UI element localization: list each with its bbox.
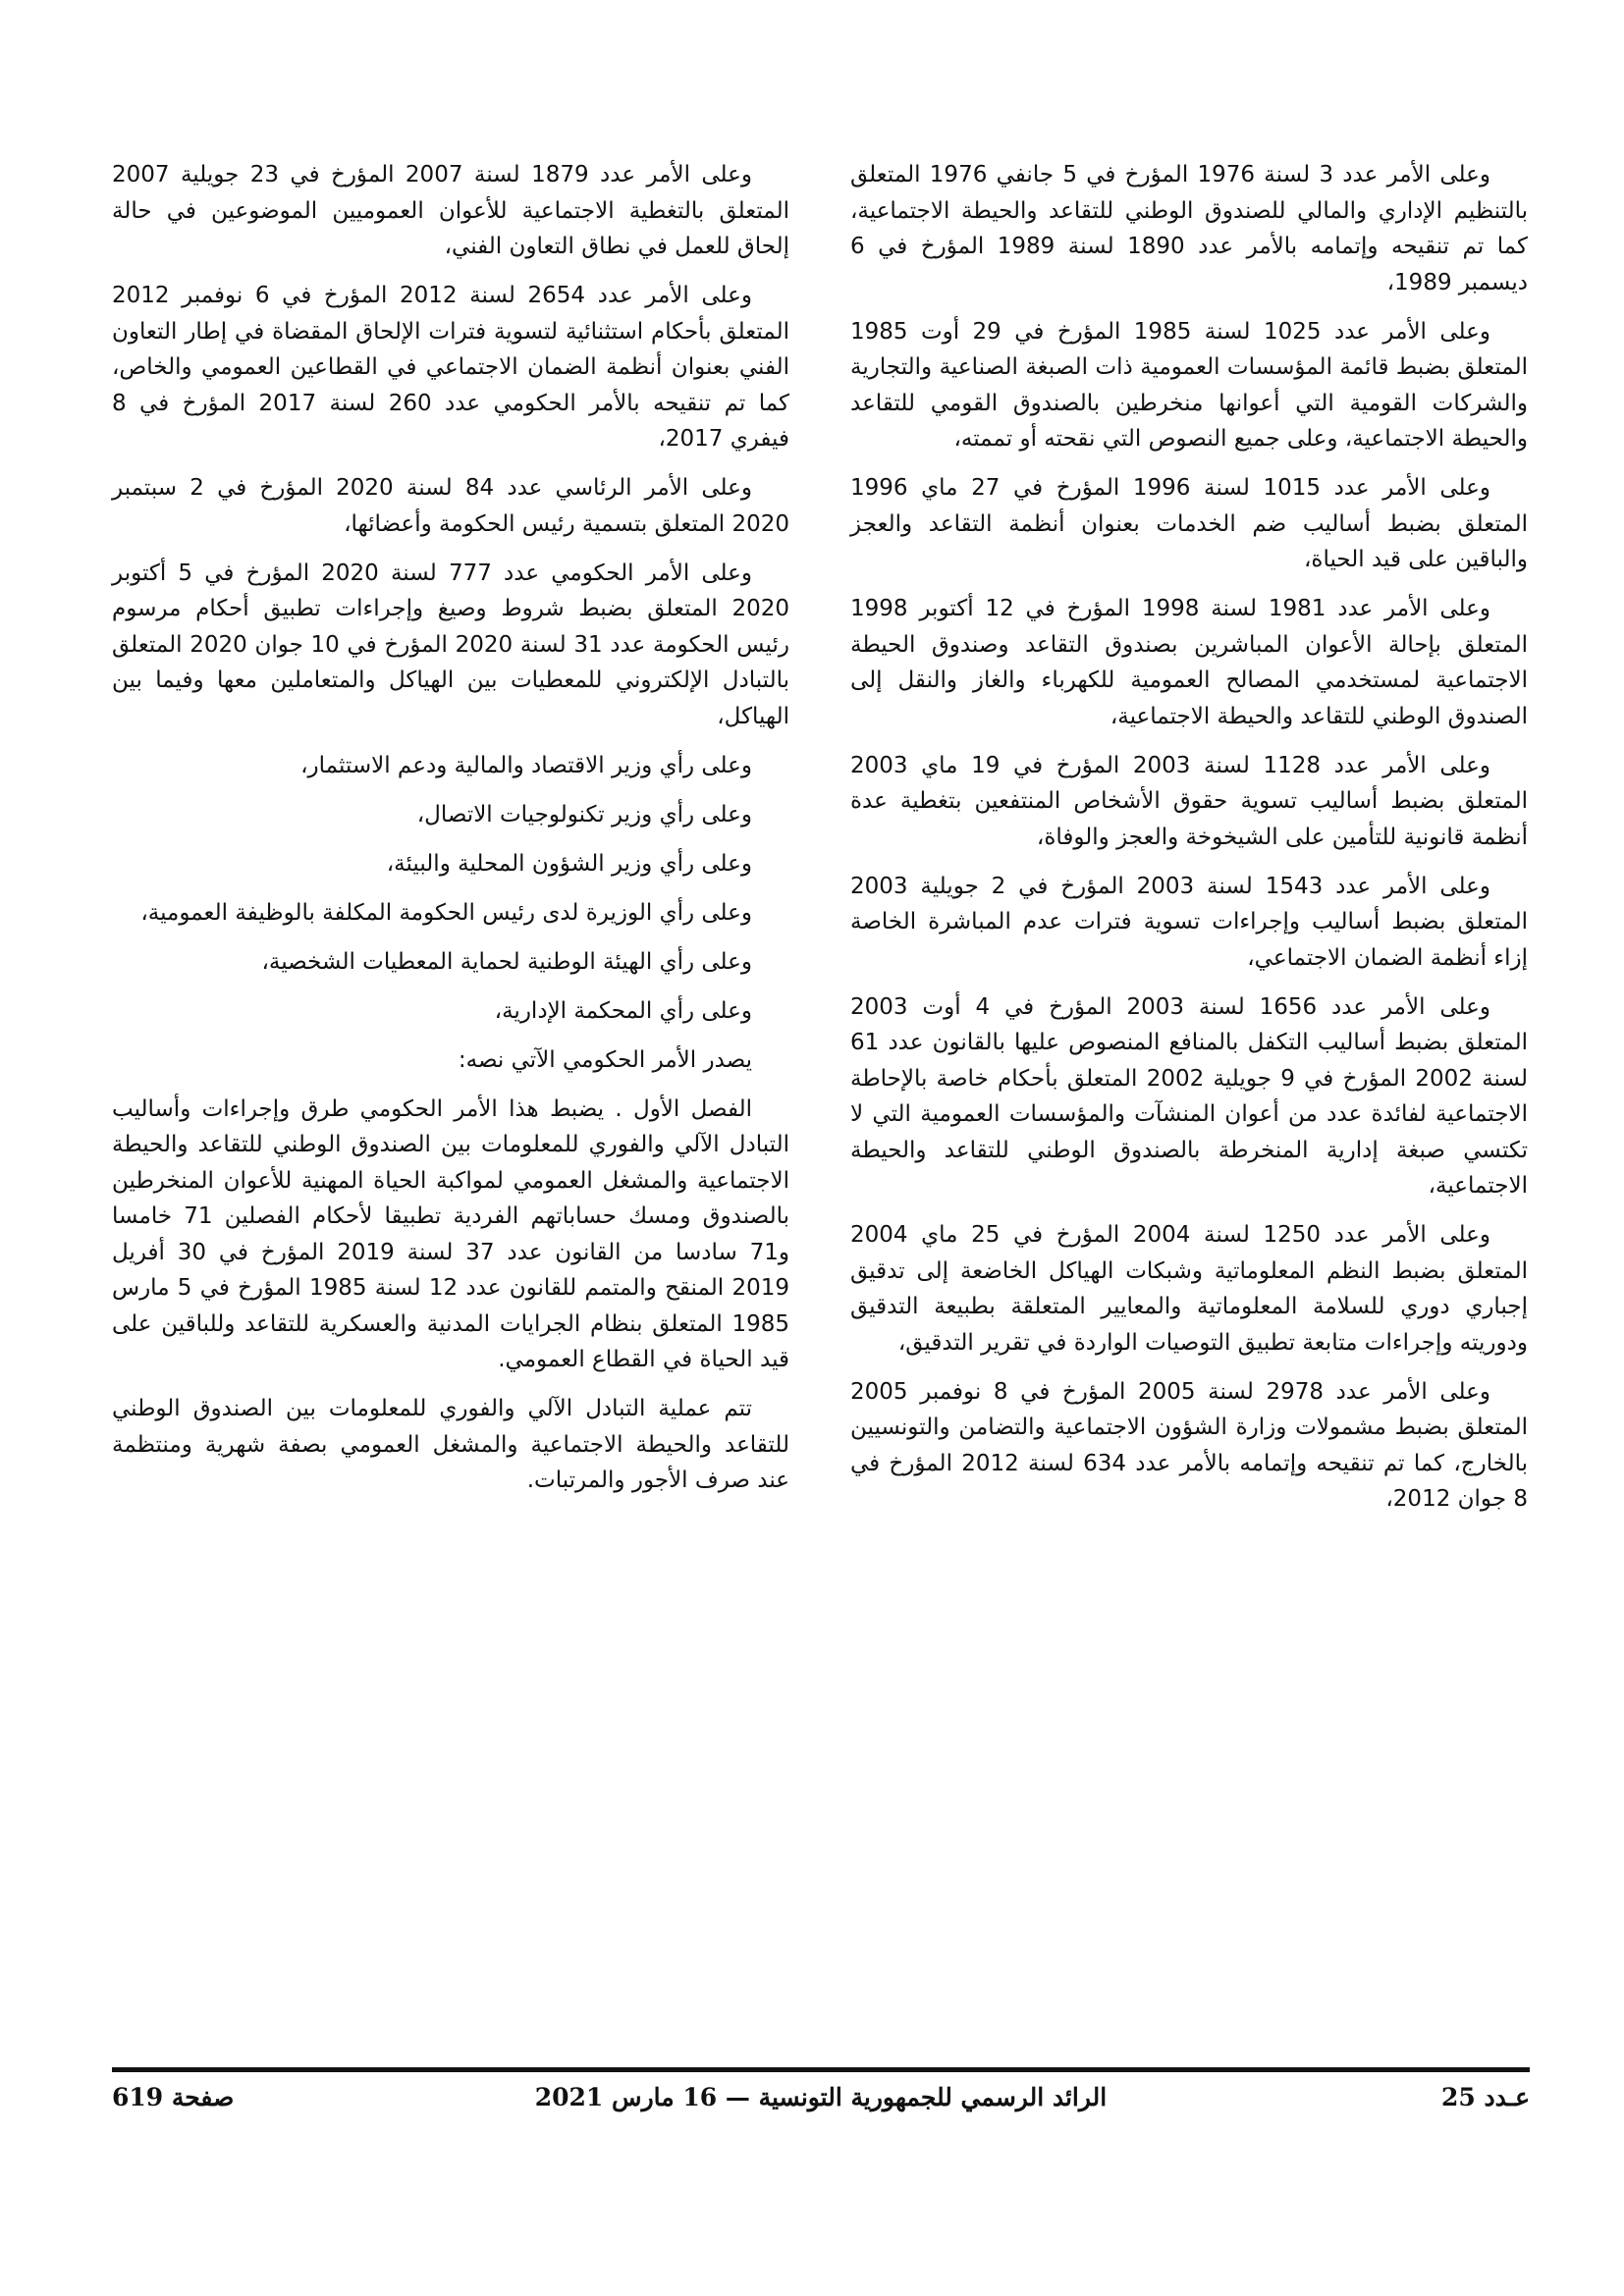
left-column xyxy=(112,157,789,1512)
page-footer xyxy=(112,2083,1530,2122)
issue-number: عـدد 25 xyxy=(1441,2083,1530,2111)
paragraph: وعلى الأمر عدد 1543 لسنة 2003 المؤرخ في 2 جويلية 2003 المتعلق بضبط أساليب وإجراءات تسوية فترات عدم المباشرة الخاصة إزاء أنظمة الضمان الاجتماعي، xyxy=(850,873,1528,971)
paragraph: وعلى الأمر عدد 3 لسنة 1976 المؤرخ في 5 جانفي 1976 المتعلق بالتنظيم الإداري والمالي للصندوق الوطني للتقاعد والحيطة الاجتماعية، كما تم تنقيحه وإتمامه بالأمر عدد 1890 لسنة 1989 المؤرخ في 6 ديسمبر 1989، xyxy=(850,162,1528,295)
paragraph: وعلى الأمر عدد 1879 لسنة 2007 المؤرخ في 23 جويلية 2007 المتعلق بالتغطية الاجتماعية للأعوان العموميين الموضوعين في حالة إلحاق للعمل في نطاق التعاون الفني، xyxy=(112,162,789,259)
paragraph: وعلى الأمر عدد 2654 لسنة 2012 المؤرخ في 6 نوفمبر 2012 المتعلق بأحكام استثنائية لتسوية فترات الإلحاق المقضاة في إطار التعاون الفني بعنوان أنظمة الضمان الاجتماعي في القطاعين العمومي والخاص، كما تم تنقيحه بالأمر الحكومي عدد 260 لسنة 2017 المؤرخ في 8 فيفري 2017، xyxy=(112,283,789,452)
paragraph: تتم عملية التبادل الآلي والفوري للمعلومات بين الصندوق الوطني للتقاعد والحيطة الاجتماعية والمشغل العمومي بصفة شهرية ومنتظمة عند صرف الأجور والمرتبات. xyxy=(112,1396,789,1493)
paragraph: وعلى رأي المحكمة الإدارية، xyxy=(494,997,752,1024)
paragraph: وعلى الأمر الرئاسي عدد 84 لسنة 2020 المؤرخ في 2 سبتمبر 2020 المتعلق بتسمية رئيس الحكومة وأعضائها، xyxy=(112,475,789,537)
paragraph: وعلى الأمر عدد 1250 لسنة 2004 المؤرخ في 25 ماي 2004 المتعلق بضبط النظم المعلوماتية وشبكات الهياكل الخاضعة إلى تدقيق إجباري دوري للسلامة المعلوماتية والمعايير المتعلقة بطبيعة التدقيق ودوريته وإجراءات متابعة تطبيق التوصيات الواردة في تقرير التدقيق، xyxy=(850,1222,1528,1356)
paragraph: وعلى رأي الهيئة الوطنية لحماية المعطيات الشخصية، xyxy=(261,948,752,975)
footer-divider xyxy=(112,2067,1530,2072)
paragraph: وعلى الأمر عدد 1128 لسنة 2003 المؤرخ في 19 ماي 2003 المتعلق بضبط أساليب تسوية حقوق الأشخاص المنتفعين بتغطية عدة أنظمة قانونية للتأمين على الشيخوخة والعجز والوفاة، xyxy=(850,752,1528,850)
gazette-title-date: الرائد الرسمي للجمهورية التونسية — 16 مارس 2021 xyxy=(534,2083,1108,2111)
paragraph: وعلى الأمر عدد 1025 لسنة 1985 المؤرخ في 29 أوت 1985 المتعلق بضبط قائمة المؤسسات العمومية ذات الصبغة الصناعية والتجارية والشركات القومية التي أعوانها منخرطين بالصندوق القومي للتقاعد والحيطة الاجتماعية، وعلى جميع النصوص التي نقحته أو تممته، xyxy=(850,318,1528,452)
paragraph: وعلى الأمر عدد 1015 لسنة 1996 المؤرخ في 27 ماي 1996 المتعلق بضبط أساليب ضم الخدمات بعنوان أنظمة التقاعد والعجز والباقين على قيد الحياة، xyxy=(850,475,1528,572)
paragraph: وعلى رأي وزير الشؤون المحلية والبيئة، xyxy=(386,850,752,877)
paragraph: وعلى الأمر عدد 2978 لسنة 2005 المؤرخ في 8 نوفمبر 2005 المتعلق بضبط مشمولات وزارة الشؤون الاجتماعية والتضامن والتونسيين بالخارج، كما تم تنقيحه وإتمامه بالأمر عدد 634 لسنة 2012 المؤرخ في 8 جوان 2012، xyxy=(850,1378,1528,1512)
paragraph: وعلى الأمر عدد 1656 لسنة 2003 المؤرخ في 4 أوت 2003 المتعلق بضبط أساليب التكفل بالمنافع المنصوص عليها بالقانون عدد 61 لسنة 2002 المؤرخ في 9 جويلية 2002 المتعلق بأحكام خاصة بالإحاطة الاجتماعية لفائدة عدد من أعوان المنشآت والمؤسسات العمومية التي لا تكتسي صبغة إدارية المنخرطة بالصندوق الوطني للتقاعد والحيطة الاجتماعية، xyxy=(850,993,1528,1199)
page-number: صفحة 619 xyxy=(112,2083,235,2111)
paragraph: وعلى الأمر الحكومي عدد 777 لسنة 2020 المؤرخ في 5 أكتوبر 2020 المتعلق بضبط شروط وصيغ وإجراءات تطبيق أحكام مرسوم رئيس الحكومة عدد 31 لسنة 2020 المؤرخ في 10 جوان 2020 المتعلق بالتبادل الإلكتروني للمعطيات بين الهياكل والمتعاملين معها وفيما بين الهياكل، xyxy=(112,560,789,729)
paragraph: وعلى رأي وزير تكنولوجيات الاتصال، xyxy=(416,801,752,828)
paragraph: وعلى رأي الوزيرة لدى رئيس الحكومة المكلفة بالوظيفة العمومية، xyxy=(140,899,752,926)
paragraph: وعلى الأمر عدد 1981 لسنة 1998 المؤرخ في 12 أكتوبر 1998 المتعلق بإحالة الأعوان المباشرين بصندوق التقاعد وصندوق الحيطة الاجتماعية لمستخدمي المصالح العمومية للكهرباء والغاز والنقل إلى الصندوق الوطني للتقاعد والحيطة الاجتماعية، xyxy=(850,596,1528,729)
right-column xyxy=(850,157,1528,1530)
decree-intro: يصدر الأمر الحكومي الآتي نصه: xyxy=(458,1046,752,1073)
article-1: الفصل الأول . يضبط هذا الأمر الحكومي طرق وإجراءات وأساليب التبادل الآلي والفوري للمعلومات بين الصندوق الوطني للتقاعد والحيطة الاجتماعية والمشغل العمومي لمواكبة الحياة المهنية للأعوان المنخرطين بالصندوق ومسك حساباتهم الفردية تطبيقا لأحكام الفصلين 71 خامسا و71 سادسا من القانون عدد 37 لسنة 2019 المؤرخ في 30 أفريل 2019 المنقح والمتمم للقانون عدد 12 لسنة 1985 المؤرخ في 5 مارس 1985 المتعلق بنظام الجرايات المدنية والعسكرية للتقاعد وللباقين على قيد الحياة في القطاع العمومي. xyxy=(112,1095,790,1372)
paragraph: وعلى رأي وزير الاقتصاد والمالية ودعم الاستثمار، xyxy=(300,752,752,778)
